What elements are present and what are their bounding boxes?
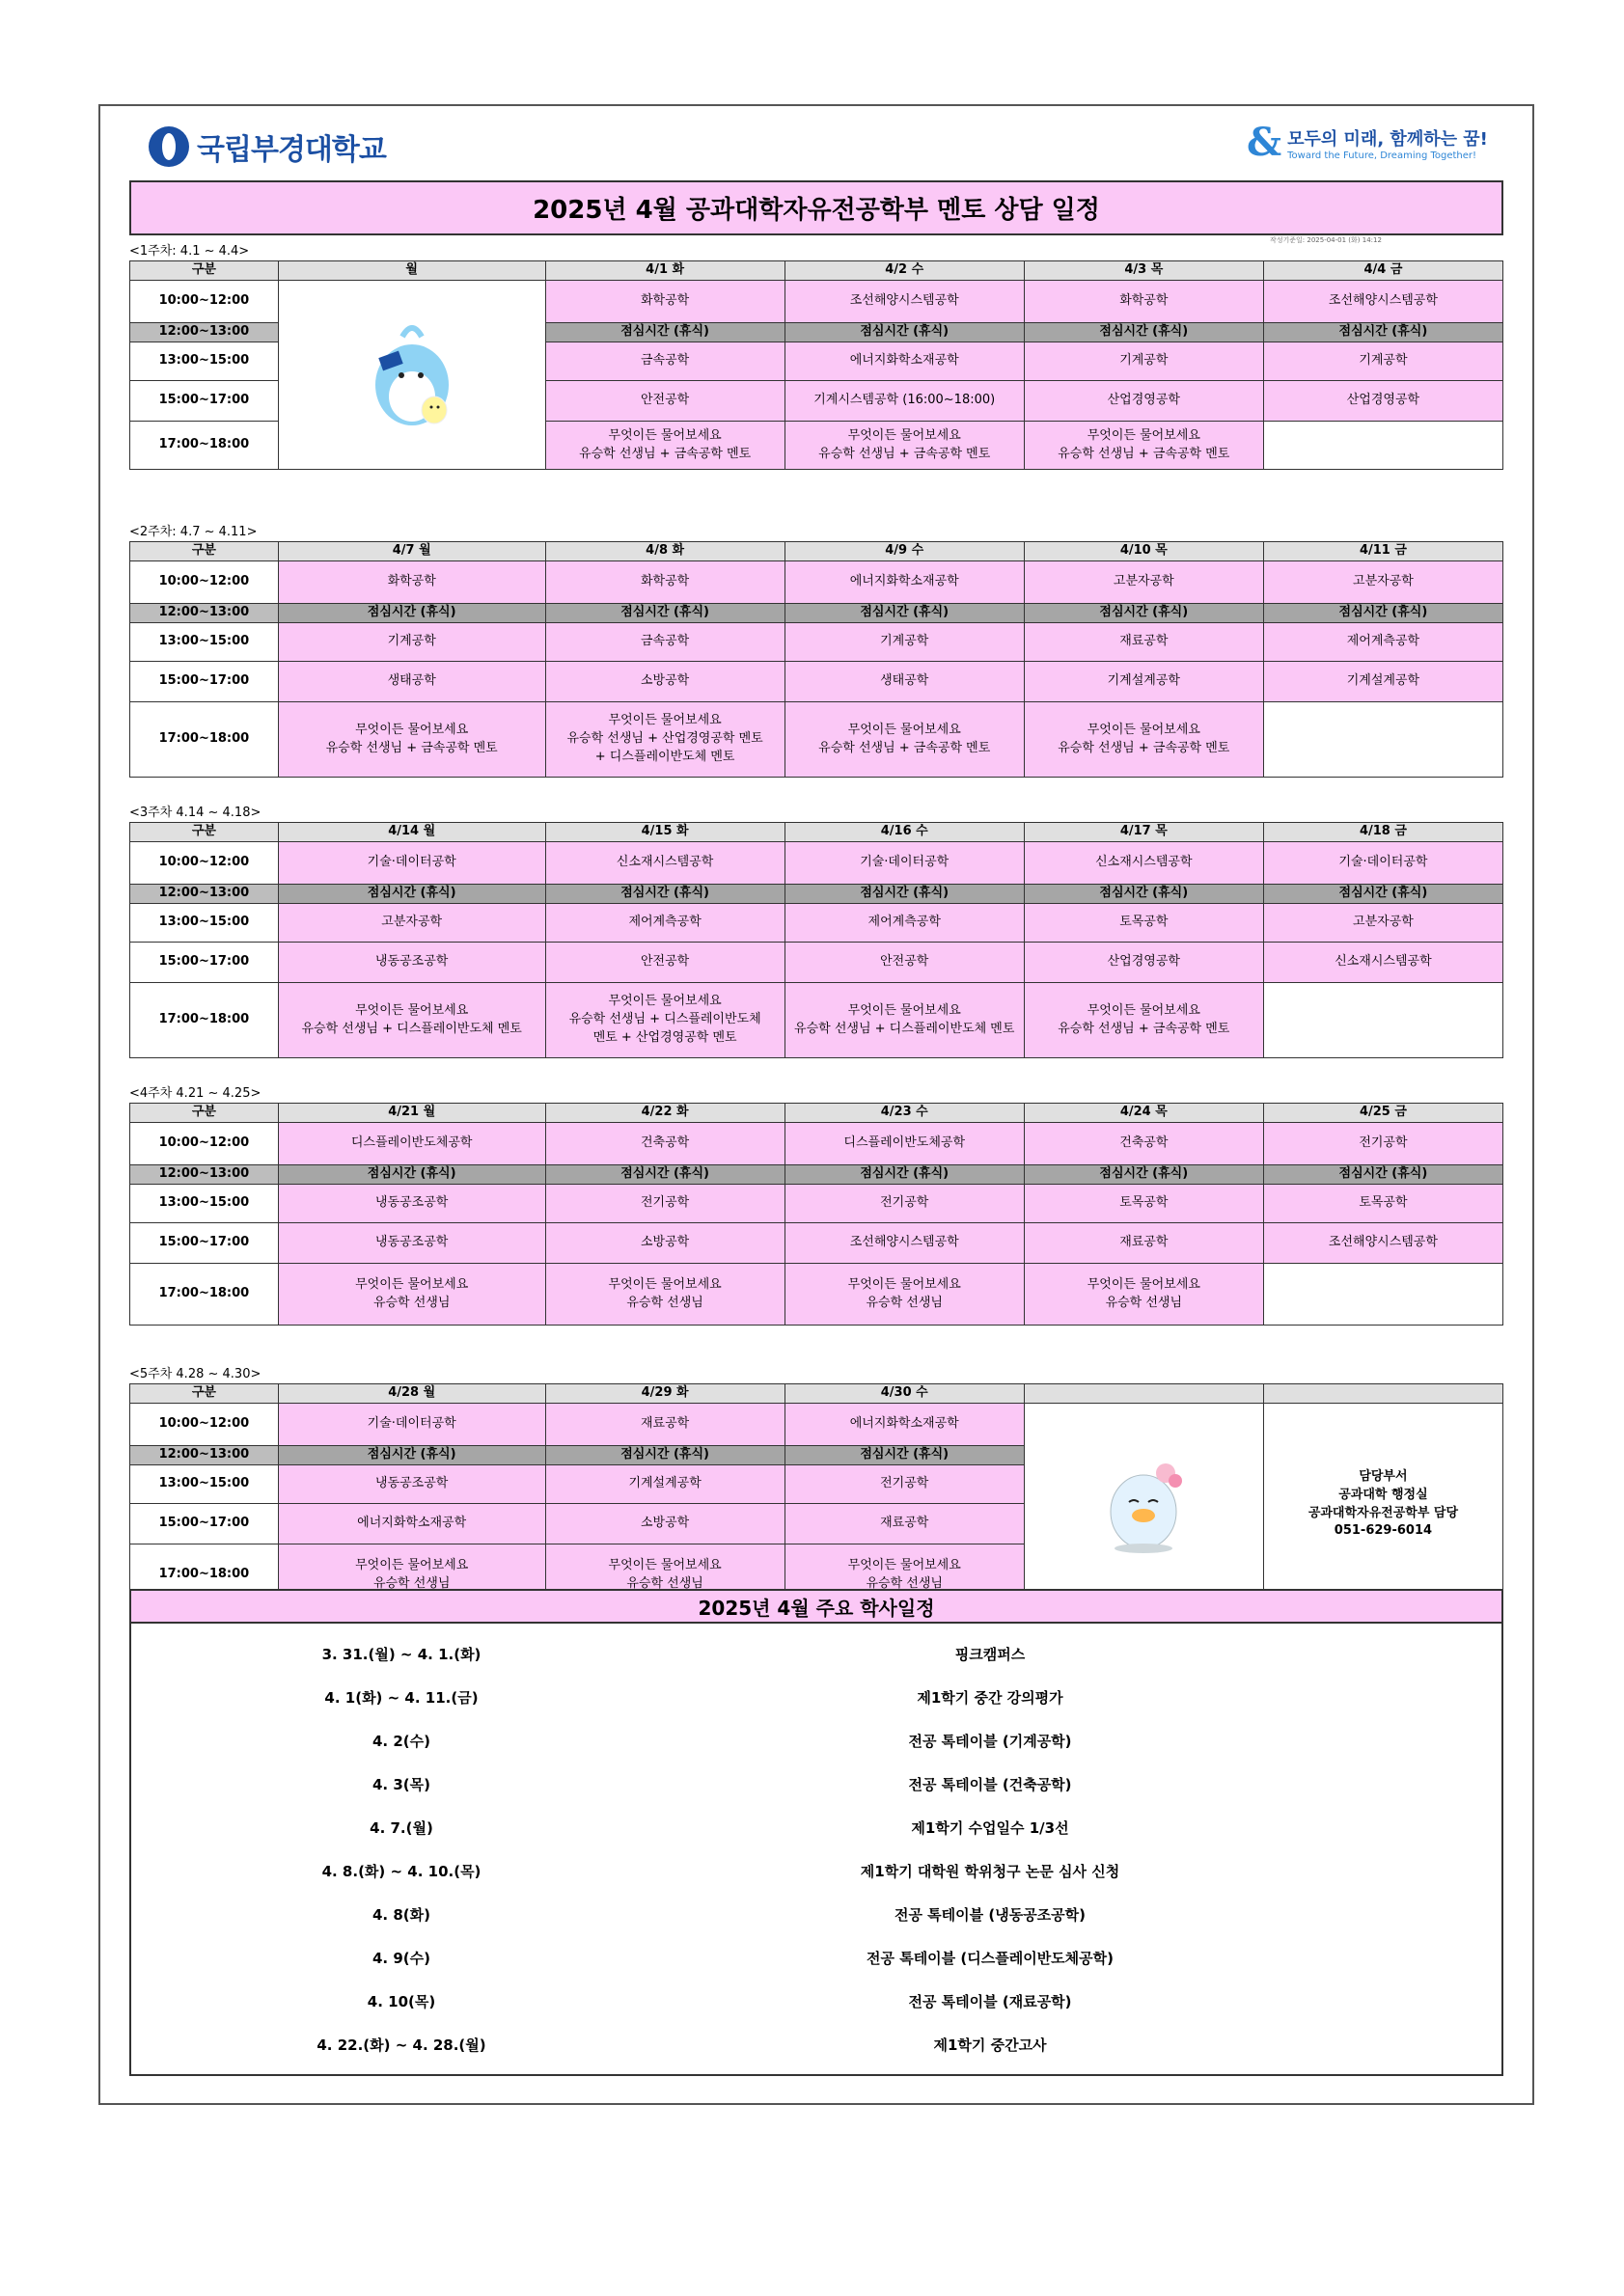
academic-item bbox=[131, 1806, 1501, 1849]
day-header: 4/24 목 bbox=[1024, 1104, 1263, 1123]
day-header: 4/1 화 bbox=[545, 261, 784, 281]
slogan-main: 모두의 미래, 함께하는 꿈! bbox=[1287, 128, 1488, 150]
day-header: 4/3 목 bbox=[1024, 261, 1263, 281]
lunch-cell: 점심시간 (휴식) bbox=[784, 604, 1024, 623]
mentor-cell: 고분자공학 bbox=[1024, 561, 1263, 604]
schedule-table bbox=[129, 260, 1503, 470]
day-header: 4/10 목 bbox=[1024, 542, 1263, 561]
mentor-cell: 에너지화학소재공학 bbox=[784, 1404, 1024, 1446]
academic-date: 4. 7.(월) bbox=[370, 1819, 433, 1837]
mentor-cell: 에너지화학소재공학 bbox=[278, 1504, 545, 1544]
day-header: 4/7 월 bbox=[278, 542, 545, 561]
time-slot: 10:00~12:00 bbox=[130, 842, 279, 885]
mentor-cell: 전기공학 bbox=[784, 1185, 1024, 1223]
slogan-logo bbox=[1247, 120, 1488, 165]
header-row bbox=[130, 823, 1503, 842]
lunch-cell: 점심시간 (휴식) bbox=[1263, 1165, 1502, 1185]
mentor-cell: 기계설계공학 bbox=[1024, 662, 1263, 702]
mentor-cell: 신소재시스템공학 bbox=[1024, 842, 1263, 885]
qa-cell bbox=[1263, 1264, 1502, 1326]
academic-event: 제1학기 대학원 학위청구 논문 심사 신청 bbox=[860, 1863, 1120, 1880]
whale-mascot-icon bbox=[359, 317, 465, 433]
academic-calendar bbox=[129, 1589, 1503, 2076]
time-slot: 17:00~18:00 bbox=[130, 1544, 279, 1606]
day-header: 4/8 화 bbox=[545, 542, 784, 561]
table-row bbox=[130, 1165, 1503, 1185]
day-header: 4/28 월 bbox=[278, 1384, 545, 1404]
qa-cell bbox=[1263, 983, 1502, 1058]
academic-calendar-title: 2025년 4월 주요 학사일정 bbox=[131, 1591, 1501, 1624]
university-name: 국립부경대학교 bbox=[197, 133, 386, 167]
mentor-cell: 디스플레이반도체공학 bbox=[784, 1123, 1024, 1165]
lunch-cell: 점심시간 (휴식) bbox=[1024, 323, 1263, 342]
schedule-table bbox=[129, 1103, 1503, 1326]
header-row bbox=[130, 261, 1503, 281]
time-slot: 12:00~13:00 bbox=[130, 323, 279, 342]
lunch-cell: 점심시간 (휴식) bbox=[1024, 604, 1263, 623]
mentor-cell: 고분자공학 bbox=[1263, 561, 1502, 604]
schedule-table bbox=[129, 1383, 1503, 1606]
lunch-cell: 점심시간 (휴식) bbox=[278, 1446, 545, 1465]
time-slot: 15:00~17:00 bbox=[130, 1223, 279, 1264]
university-logo bbox=[149, 125, 386, 168]
academic-event: 전공 톡테이블 (재료공학) bbox=[908, 1993, 1072, 2010]
mentor-cell: 조선해양시스템공학 bbox=[1263, 1223, 1502, 1264]
day-header: 4/4 금 bbox=[1263, 261, 1502, 281]
lunch-cell: 점심시간 (휴식) bbox=[784, 1446, 1024, 1465]
time-slot: 15:00~17:00 bbox=[130, 381, 279, 422]
time-slot: 17:00~18:00 bbox=[130, 1264, 279, 1326]
mentor-cell: 기계설계공학 bbox=[545, 1465, 784, 1504]
lunch-cell: 점심시간 (휴식) bbox=[545, 1446, 784, 1465]
lunch-cell: 점심시간 (휴식) bbox=[1263, 604, 1502, 623]
week-1-section bbox=[129, 243, 1503, 470]
table-row bbox=[130, 623, 1503, 662]
table-row bbox=[130, 1123, 1503, 1165]
contact-info: 담당부서 공과대학 행정실 공과대학자유전공학부 담당 051-629-6014 bbox=[1263, 1404, 1502, 1606]
mentor-cell: 냉동공조공학 bbox=[278, 1185, 545, 1223]
day-header: 4/23 수 bbox=[784, 1104, 1024, 1123]
mentor-cell: 산업경영공학 bbox=[1024, 381, 1263, 422]
table-row bbox=[130, 702, 1503, 778]
day-header: 4/15 화 bbox=[545, 823, 784, 842]
mentor-cell: 기계공학 bbox=[1263, 342, 1502, 381]
mentor-cell: 재료공학 bbox=[784, 1504, 1024, 1544]
week-2-section bbox=[129, 524, 1503, 778]
table-row bbox=[130, 885, 1503, 904]
mentor-cell: 재료공학 bbox=[1024, 623, 1263, 662]
time-slot: 13:00~15:00 bbox=[130, 1465, 279, 1504]
mentor-cell: 소방공학 bbox=[545, 1223, 784, 1264]
time-slot: 10:00~12:00 bbox=[130, 281, 279, 323]
mentor-cell: 산업경영공학 bbox=[1024, 943, 1263, 983]
mentor-cell: 조선해양시스템공학 bbox=[784, 1223, 1024, 1264]
qa-cell: 무엇이든 물어보세요 유승학 선생님 + 금속공학 멘토 bbox=[784, 702, 1024, 778]
created-stamp: 작성기준일: 2025-04-01 (화) 14:12 bbox=[1270, 236, 1382, 244]
mentor-cell: 기술·데이터공학 bbox=[278, 842, 545, 885]
academic-item bbox=[131, 1849, 1501, 1893]
day-header: 4/9 수 bbox=[784, 542, 1024, 561]
academic-item bbox=[131, 1893, 1501, 1936]
academic-event: 전공 톡테이블 (건축공학) bbox=[908, 1776, 1072, 1793]
academic-item bbox=[131, 1980, 1501, 2023]
week-label: <4주차 4.21 ~ 4.25> bbox=[129, 1086, 261, 1101]
lunch-cell: 점심시간 (휴식) bbox=[545, 604, 784, 623]
qa-cell: 무엇이든 물어보세요 유승학 선생님 bbox=[1024, 1264, 1263, 1326]
qa-cell: 무엇이든 물어보세요 유승학 선생님 + 금속공학 멘토 bbox=[545, 422, 784, 470]
week-label: <2주차: 4.7 ~ 4.11> bbox=[129, 525, 258, 539]
day-header: 4/18 금 bbox=[1263, 823, 1502, 842]
mentor-cell: 기계시스템공학 (16:00~18:00) bbox=[784, 381, 1024, 422]
lunch-cell: 점심시간 (휴식) bbox=[784, 885, 1024, 904]
academic-event: 전공 톡테이블 (기계공학) bbox=[908, 1733, 1072, 1750]
academic-date: 4. 10(목) bbox=[367, 1993, 436, 2010]
qa-cell: 무엇이든 물어보세요 유승학 선생님 bbox=[784, 1544, 1024, 1606]
lunch-cell: 점심시간 (휴식) bbox=[545, 323, 784, 342]
qa-cell: 무엇이든 물어보세요 유승학 선생님 + 디스플레이반도체 멘토 bbox=[784, 983, 1024, 1058]
mentor-cell: 에너지화학소재공학 bbox=[784, 561, 1024, 604]
mentor-cell: 에너지화학소재공학 bbox=[784, 342, 1024, 381]
qa-cell: 무엇이든 물어보세요 유승학 선생님 bbox=[545, 1544, 784, 1606]
page-title: 2025년 4월 공과대학자유전공학부 멘토 상담 일정 bbox=[129, 180, 1503, 235]
mentor-cell: 제어계측공학 bbox=[784, 904, 1024, 943]
qa-cell: 무엇이든 물어보세요 유승학 선생님 bbox=[545, 1264, 784, 1326]
time-slot: 10:00~12:00 bbox=[130, 1123, 279, 1165]
lunch-cell: 점심시간 (휴식) bbox=[278, 1165, 545, 1185]
qa-cell: 무엇이든 물어보세요 유승학 선생님 bbox=[784, 1264, 1024, 1326]
academic-item bbox=[131, 1676, 1501, 1719]
mentor-cell: 냉동공조공학 bbox=[278, 943, 545, 983]
qa-cell: 무엇이든 물어보세요 유승학 선생님 + 디스플레이반도체 멘토 + 산업경영공학 멘토 bbox=[545, 983, 784, 1058]
day-header: 4/25 금 bbox=[1263, 1104, 1502, 1123]
academic-event: 제1학기 중간 강의평가 bbox=[917, 1689, 1063, 1707]
mentor-cell: 소방공학 bbox=[545, 662, 784, 702]
slogan-sub: Toward the Future, Dreaming Together! bbox=[1287, 150, 1477, 161]
mentor-cell: 토목공학 bbox=[1263, 1185, 1502, 1223]
mentor-cell: 금속공학 bbox=[545, 623, 784, 662]
mentor-cell: 재료공학 bbox=[1024, 1223, 1263, 1264]
mentor-cell: 조선해양시스템공학 bbox=[1263, 281, 1502, 323]
qa-cell: 무엇이든 물어보세요 유승학 선생님 + 금속공학 멘토 bbox=[1024, 983, 1263, 1058]
table-row bbox=[130, 1404, 1503, 1446]
lunch-cell: 점심시간 (휴식) bbox=[545, 885, 784, 904]
time-slot: 15:00~17:00 bbox=[130, 943, 279, 983]
lunch-cell: 점심시간 (휴식) bbox=[1024, 885, 1263, 904]
day-header: 4/22 화 bbox=[545, 1104, 784, 1123]
academic-date: 3. 31.(월) ~ 4. 1.(화) bbox=[321, 1646, 482, 1663]
header-row bbox=[130, 1384, 1503, 1404]
academic-item bbox=[131, 1763, 1501, 1806]
time-slot: 12:00~13:00 bbox=[130, 885, 279, 904]
day-header bbox=[1263, 1384, 1502, 1404]
qa-cell: 무엇이든 물어보세요 유승학 선생님 + 산업경영공학 멘토 + 디스플레이반도체 멘토 bbox=[545, 702, 784, 778]
lunch-cell: 점심시간 (휴식) bbox=[1024, 1165, 1263, 1185]
mentor-cell: 화학공학 bbox=[545, 561, 784, 604]
academic-date: 4. 2(수) bbox=[372, 1733, 430, 1750]
mentor-cell: 안전공학 bbox=[545, 381, 784, 422]
table-row bbox=[130, 842, 1503, 885]
time-slot: 15:00~17:00 bbox=[130, 662, 279, 702]
column-header: 구분 bbox=[130, 261, 279, 281]
time-slot: 12:00~13:00 bbox=[130, 1165, 279, 1185]
table-row bbox=[130, 604, 1503, 623]
mentor-cell: 건축공학 bbox=[545, 1123, 784, 1165]
table-row bbox=[130, 561, 1503, 604]
table-row bbox=[130, 662, 1503, 702]
day-header: 4/11 금 bbox=[1263, 542, 1502, 561]
academic-date: 4. 1(화) ~ 4. 11.(금) bbox=[324, 1689, 479, 1707]
time-slot: 17:00~18:00 bbox=[130, 422, 279, 470]
academic-event: 핑크캠퍼스 bbox=[954, 1646, 1026, 1663]
qa-cell: 무엇이든 물어보세요 유승학 선생님 + 디스플레이반도체 멘토 bbox=[278, 983, 545, 1058]
mentor-cell: 금속공학 bbox=[545, 342, 784, 381]
qa-cell: 무엇이든 물어보세요 유승학 선생님 bbox=[278, 1544, 545, 1606]
seagull-mascot-icon bbox=[1090, 1452, 1197, 1558]
day-header: 4/29 화 bbox=[545, 1384, 784, 1404]
time-slot: 13:00~15:00 bbox=[130, 623, 279, 662]
academic-date: 4. 8.(화) ~ 4. 10.(목) bbox=[321, 1863, 482, 1880]
mentor-cell: 기계공학 bbox=[278, 623, 545, 662]
academic-date: 4. 9(수) bbox=[372, 1950, 430, 1967]
mentor-cell: 제어계측공학 bbox=[1263, 623, 1502, 662]
academic-event: 제1학기 중간고사 bbox=[933, 2036, 1047, 2054]
mentor-cell: 화학공학 bbox=[278, 561, 545, 604]
week-4-section bbox=[129, 1085, 1503, 1326]
mentor-cell: 기계공학 bbox=[1024, 342, 1263, 381]
day-header: 4/30 수 bbox=[784, 1384, 1024, 1404]
mentor-cell: 건축공학 bbox=[1024, 1123, 1263, 1165]
academic-event: 전공 톡테이블 (디스플레이반도체공학) bbox=[867, 1950, 1114, 1967]
column-header: 구분 bbox=[130, 542, 279, 561]
academic-event: 제1학기 수업일수 1/3선 bbox=[911, 1819, 1069, 1837]
qa-cell bbox=[1263, 422, 1502, 470]
column-header: 구분 bbox=[130, 823, 279, 842]
mentor-cell: 신소재시스템공학 bbox=[1263, 943, 1502, 983]
time-slot: 17:00~18:00 bbox=[130, 983, 279, 1058]
table-row bbox=[130, 943, 1503, 983]
academic-item bbox=[131, 1936, 1501, 1980]
qa-cell: 무엇이든 물어보세요 유승학 선생님 + 금속공학 멘토 bbox=[784, 422, 1024, 470]
academic-item bbox=[131, 1632, 1501, 1676]
time-slot: 13:00~15:00 bbox=[130, 342, 279, 381]
mentor-cell: 고분자공학 bbox=[1263, 904, 1502, 943]
day-header: 4/2 수 bbox=[784, 261, 1024, 281]
header-row bbox=[130, 1104, 1503, 1123]
week-label: <3주차 4.14 ~ 4.18> bbox=[129, 806, 261, 820]
mentor-cell: 냉동공조공학 bbox=[278, 1223, 545, 1264]
week-label: <5주차 4.28 ~ 4.30> bbox=[129, 1367, 261, 1381]
mentor-cell: 제어계측공학 bbox=[545, 904, 784, 943]
academic-event: 전공 톡테이블 (냉동공조공학) bbox=[894, 1906, 1087, 1924]
week-label: <1주차: 4.1 ~ 4.4> bbox=[129, 244, 250, 259]
mentor-cell: 안전공학 bbox=[545, 943, 784, 983]
time-slot: 12:00~13:00 bbox=[130, 604, 279, 623]
mentor-cell: 전기공학 bbox=[1263, 1123, 1502, 1165]
mentor-cell: 고분자공학 bbox=[278, 904, 545, 943]
mentor-cell: 재료공학 bbox=[545, 1404, 784, 1446]
mentor-cell: 생태공학 bbox=[784, 662, 1024, 702]
qa-cell: 무엇이든 물어보세요 유승학 선생님 + 금속공학 멘토 bbox=[1024, 422, 1263, 470]
table-row bbox=[130, 1185, 1503, 1223]
mentor-cell: 토목공학 bbox=[1024, 1185, 1263, 1223]
mentor-cell: 기술·데이터공학 bbox=[1263, 842, 1502, 885]
lunch-cell: 점심시간 (휴식) bbox=[1263, 323, 1502, 342]
time-slot: 15:00~17:00 bbox=[130, 1504, 279, 1544]
lunch-cell: 점심시간 (휴식) bbox=[545, 1165, 784, 1185]
day-header bbox=[1024, 1384, 1263, 1404]
university-emblem-icon bbox=[149, 126, 189, 167]
mentor-cell: 화학공학 bbox=[1024, 281, 1263, 323]
schedule-table bbox=[129, 822, 1503, 1058]
mentor-cell: 신소재시스템공학 bbox=[545, 842, 784, 885]
qa-cell bbox=[1263, 702, 1502, 778]
lunch-cell: 점심시간 (휴식) bbox=[278, 604, 545, 623]
mentor-cell: 전기공학 bbox=[545, 1185, 784, 1223]
mentor-cell: 기계공학 bbox=[784, 623, 1024, 662]
table-row bbox=[130, 1223, 1503, 1264]
table-row bbox=[130, 904, 1503, 943]
lunch-cell: 점심시간 (휴식) bbox=[784, 323, 1024, 342]
table-row bbox=[130, 983, 1503, 1058]
mentor-cell: 소방공학 bbox=[545, 1504, 784, 1544]
day-header: 4/21 월 bbox=[278, 1104, 545, 1123]
day-header: 4/14 월 bbox=[278, 823, 545, 842]
mentor-cell: 기술·데이터공학 bbox=[278, 1404, 545, 1446]
qa-cell: 무엇이든 물어보세요 유승학 선생님 bbox=[278, 1264, 545, 1326]
table-row bbox=[130, 281, 1503, 323]
column-header: 구분 bbox=[130, 1104, 279, 1123]
mascot-cell bbox=[1024, 1404, 1263, 1606]
time-slot: 10:00~12:00 bbox=[130, 561, 279, 604]
mentor-cell: 냉동공조공학 bbox=[278, 1465, 545, 1504]
lunch-cell: 점심시간 (휴식) bbox=[278, 885, 545, 904]
time-slot: 10:00~12:00 bbox=[130, 1404, 279, 1446]
academic-item bbox=[131, 1719, 1501, 1763]
lunch-cell: 점심시간 (휴식) bbox=[784, 1165, 1024, 1185]
mentor-cell: 전기공학 bbox=[784, 1465, 1024, 1504]
mentor-cell: 조선해양시스템공학 bbox=[784, 281, 1024, 323]
week-3-section bbox=[129, 805, 1503, 1058]
academic-date: 4. 8(화) bbox=[372, 1906, 430, 1924]
mentor-cell: 생태공학 bbox=[278, 662, 545, 702]
qa-cell: 무엇이든 물어보세요 유승학 선생님 + 금속공학 멘토 bbox=[278, 702, 545, 778]
schedule-table bbox=[129, 541, 1503, 778]
academic-date: 4. 3(목) bbox=[372, 1776, 430, 1793]
ampersand-icon: & bbox=[1247, 120, 1282, 165]
mentor-cell: 산업경영공학 bbox=[1263, 381, 1502, 422]
academic-item bbox=[131, 2023, 1501, 2066]
time-slot: 13:00~15:00 bbox=[130, 904, 279, 943]
mentor-cell: 디스플레이반도체공학 bbox=[278, 1123, 545, 1165]
column-header: 구분 bbox=[130, 1384, 279, 1404]
mentor-cell: 기계설계공학 bbox=[1263, 662, 1502, 702]
day-header: 월 bbox=[278, 261, 545, 281]
mentor-cell: 화학공학 bbox=[545, 281, 784, 323]
mascot-cell bbox=[278, 281, 545, 470]
lunch-cell: 점심시간 (휴식) bbox=[1263, 885, 1502, 904]
day-header: 4/16 수 bbox=[784, 823, 1024, 842]
table-row bbox=[130, 1264, 1503, 1326]
academic-date: 4. 22.(화) ~ 4. 28.(월) bbox=[317, 2036, 486, 2054]
mentor-cell: 토목공학 bbox=[1024, 904, 1263, 943]
header-row bbox=[130, 542, 1503, 561]
mentor-cell: 안전공학 bbox=[784, 943, 1024, 983]
qa-cell: 무엇이든 물어보세요 유승학 선생님 + 금속공학 멘토 bbox=[1024, 702, 1263, 778]
week-5-section bbox=[129, 1366, 1503, 1606]
time-slot: 17:00~18:00 bbox=[130, 702, 279, 778]
time-slot: 12:00~13:00 bbox=[130, 1446, 279, 1465]
mentor-cell: 기술·데이터공학 bbox=[784, 842, 1024, 885]
day-header: 4/17 목 bbox=[1024, 823, 1263, 842]
time-slot: 13:00~15:00 bbox=[130, 1185, 279, 1223]
